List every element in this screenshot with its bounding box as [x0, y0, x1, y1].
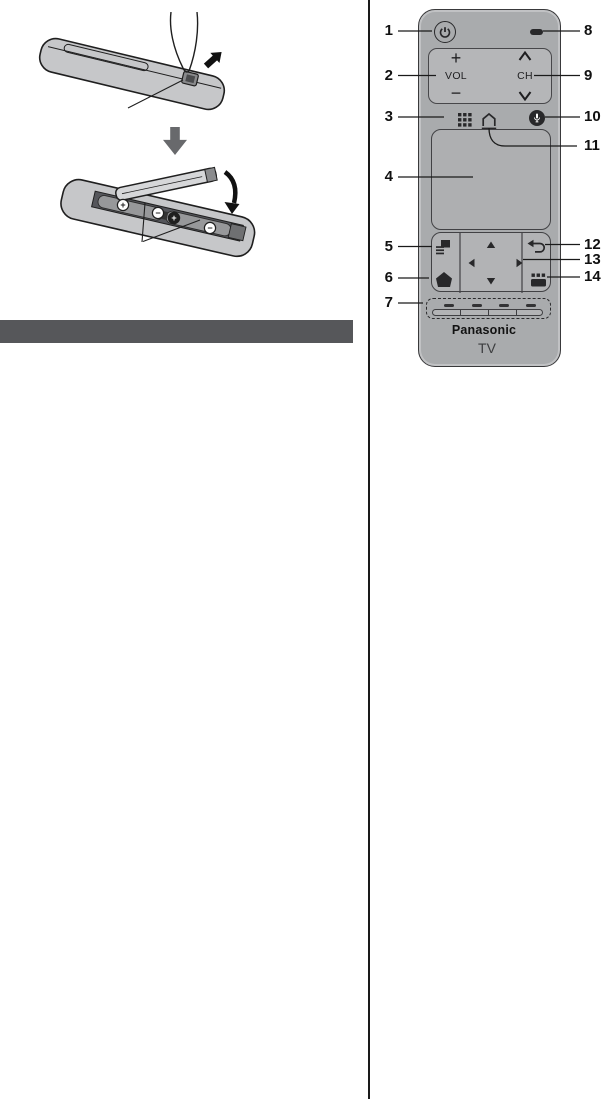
keyboard-icon [531, 274, 546, 287]
touch-pad [431, 129, 551, 230]
callout-number-9: 9 [584, 67, 593, 84]
callout-number-2: 2 [384, 67, 393, 84]
polarity-minus-2: − [207, 223, 213, 234]
close-direction-arrowhead [225, 202, 240, 214]
microphone-icon [533, 113, 541, 123]
home-arch-icon [480, 111, 498, 130]
colour-button-bar [432, 309, 543, 317]
colour-button-mark-1 [444, 304, 454, 308]
volume-label: VOL [445, 70, 467, 82]
column-divider [368, 0, 370, 1099]
power-button [434, 21, 456, 43]
callout-number-7: 7 [384, 294, 393, 311]
channel-label: CH [517, 70, 533, 82]
channel-rocker [505, 51, 545, 101]
polarity-plus-1: + [120, 200, 126, 211]
lower-buttons-art [432, 233, 552, 293]
apps-grid-icon [458, 113, 472, 127]
lower-button-block [431, 232, 551, 292]
finger-illustration [171, 12, 198, 72]
apps-button [458, 113, 472, 127]
arrow-up-icon [487, 242, 495, 249]
colour-buttons-group [426, 298, 551, 319]
microphone-button [529, 110, 545, 126]
volume-rocker [437, 48, 475, 103]
battery-cover-open-illustration [30, 12, 245, 117]
colour-bar-divider [516, 310, 517, 316]
chevron-down-icon [518, 91, 532, 101]
volume-down-label: − [450, 83, 462, 103]
volume-channel-pad [428, 48, 552, 104]
section-header-bar [0, 320, 353, 343]
colour-button-mark-4 [526, 304, 536, 308]
home-button [480, 111, 498, 130]
colour-bar-divider [460, 310, 461, 316]
return-arrow-icon [528, 240, 545, 252]
open-direction-arrow-icon [201, 47, 226, 71]
tv-label: TV [478, 340, 496, 356]
callout-number-10: 10 [584, 108, 601, 125]
colour-bar-divider [488, 310, 489, 316]
callout-number-3: 3 [384, 108, 393, 125]
callout-number-4: 4 [384, 168, 393, 185]
power-icon [439, 26, 451, 38]
callout-number-13: 13 [584, 251, 601, 268]
callout-number-6: 6 [384, 269, 393, 286]
callout-number-1: 1 [384, 22, 393, 39]
brand-label: Panasonic [451, 323, 517, 337]
callout-number-14: 14 [584, 268, 601, 285]
touch-pad-controller-diagram [418, 9, 561, 367]
volume-up-label: + [450, 48, 462, 68]
polarity-plus-2: + [171, 213, 177, 224]
close-direction-arrow-icon [225, 172, 235, 203]
option-list-icon [436, 240, 450, 254]
battery-cover-piece [115, 167, 217, 201]
colour-button-mark-2 [472, 304, 482, 308]
callout-number-8: 8 [584, 22, 593, 39]
polarity-minus-1: − [155, 208, 161, 219]
home-filled-icon [436, 272, 452, 287]
indicator-led [530, 29, 543, 35]
callout-number-11: 11 [584, 137, 600, 154]
down-block-arrow-icon [163, 127, 187, 155]
colour-button-mark-3 [499, 304, 509, 308]
arrow-left-icon [469, 259, 475, 267]
chevron-up-icon [518, 51, 532, 61]
callout-number-5: 5 [384, 238, 393, 255]
battery-insert-illustration [55, 160, 270, 265]
remote-back-body [37, 36, 228, 113]
callout-number-12: 12 [584, 236, 601, 253]
arrow-down-icon [487, 278, 495, 285]
